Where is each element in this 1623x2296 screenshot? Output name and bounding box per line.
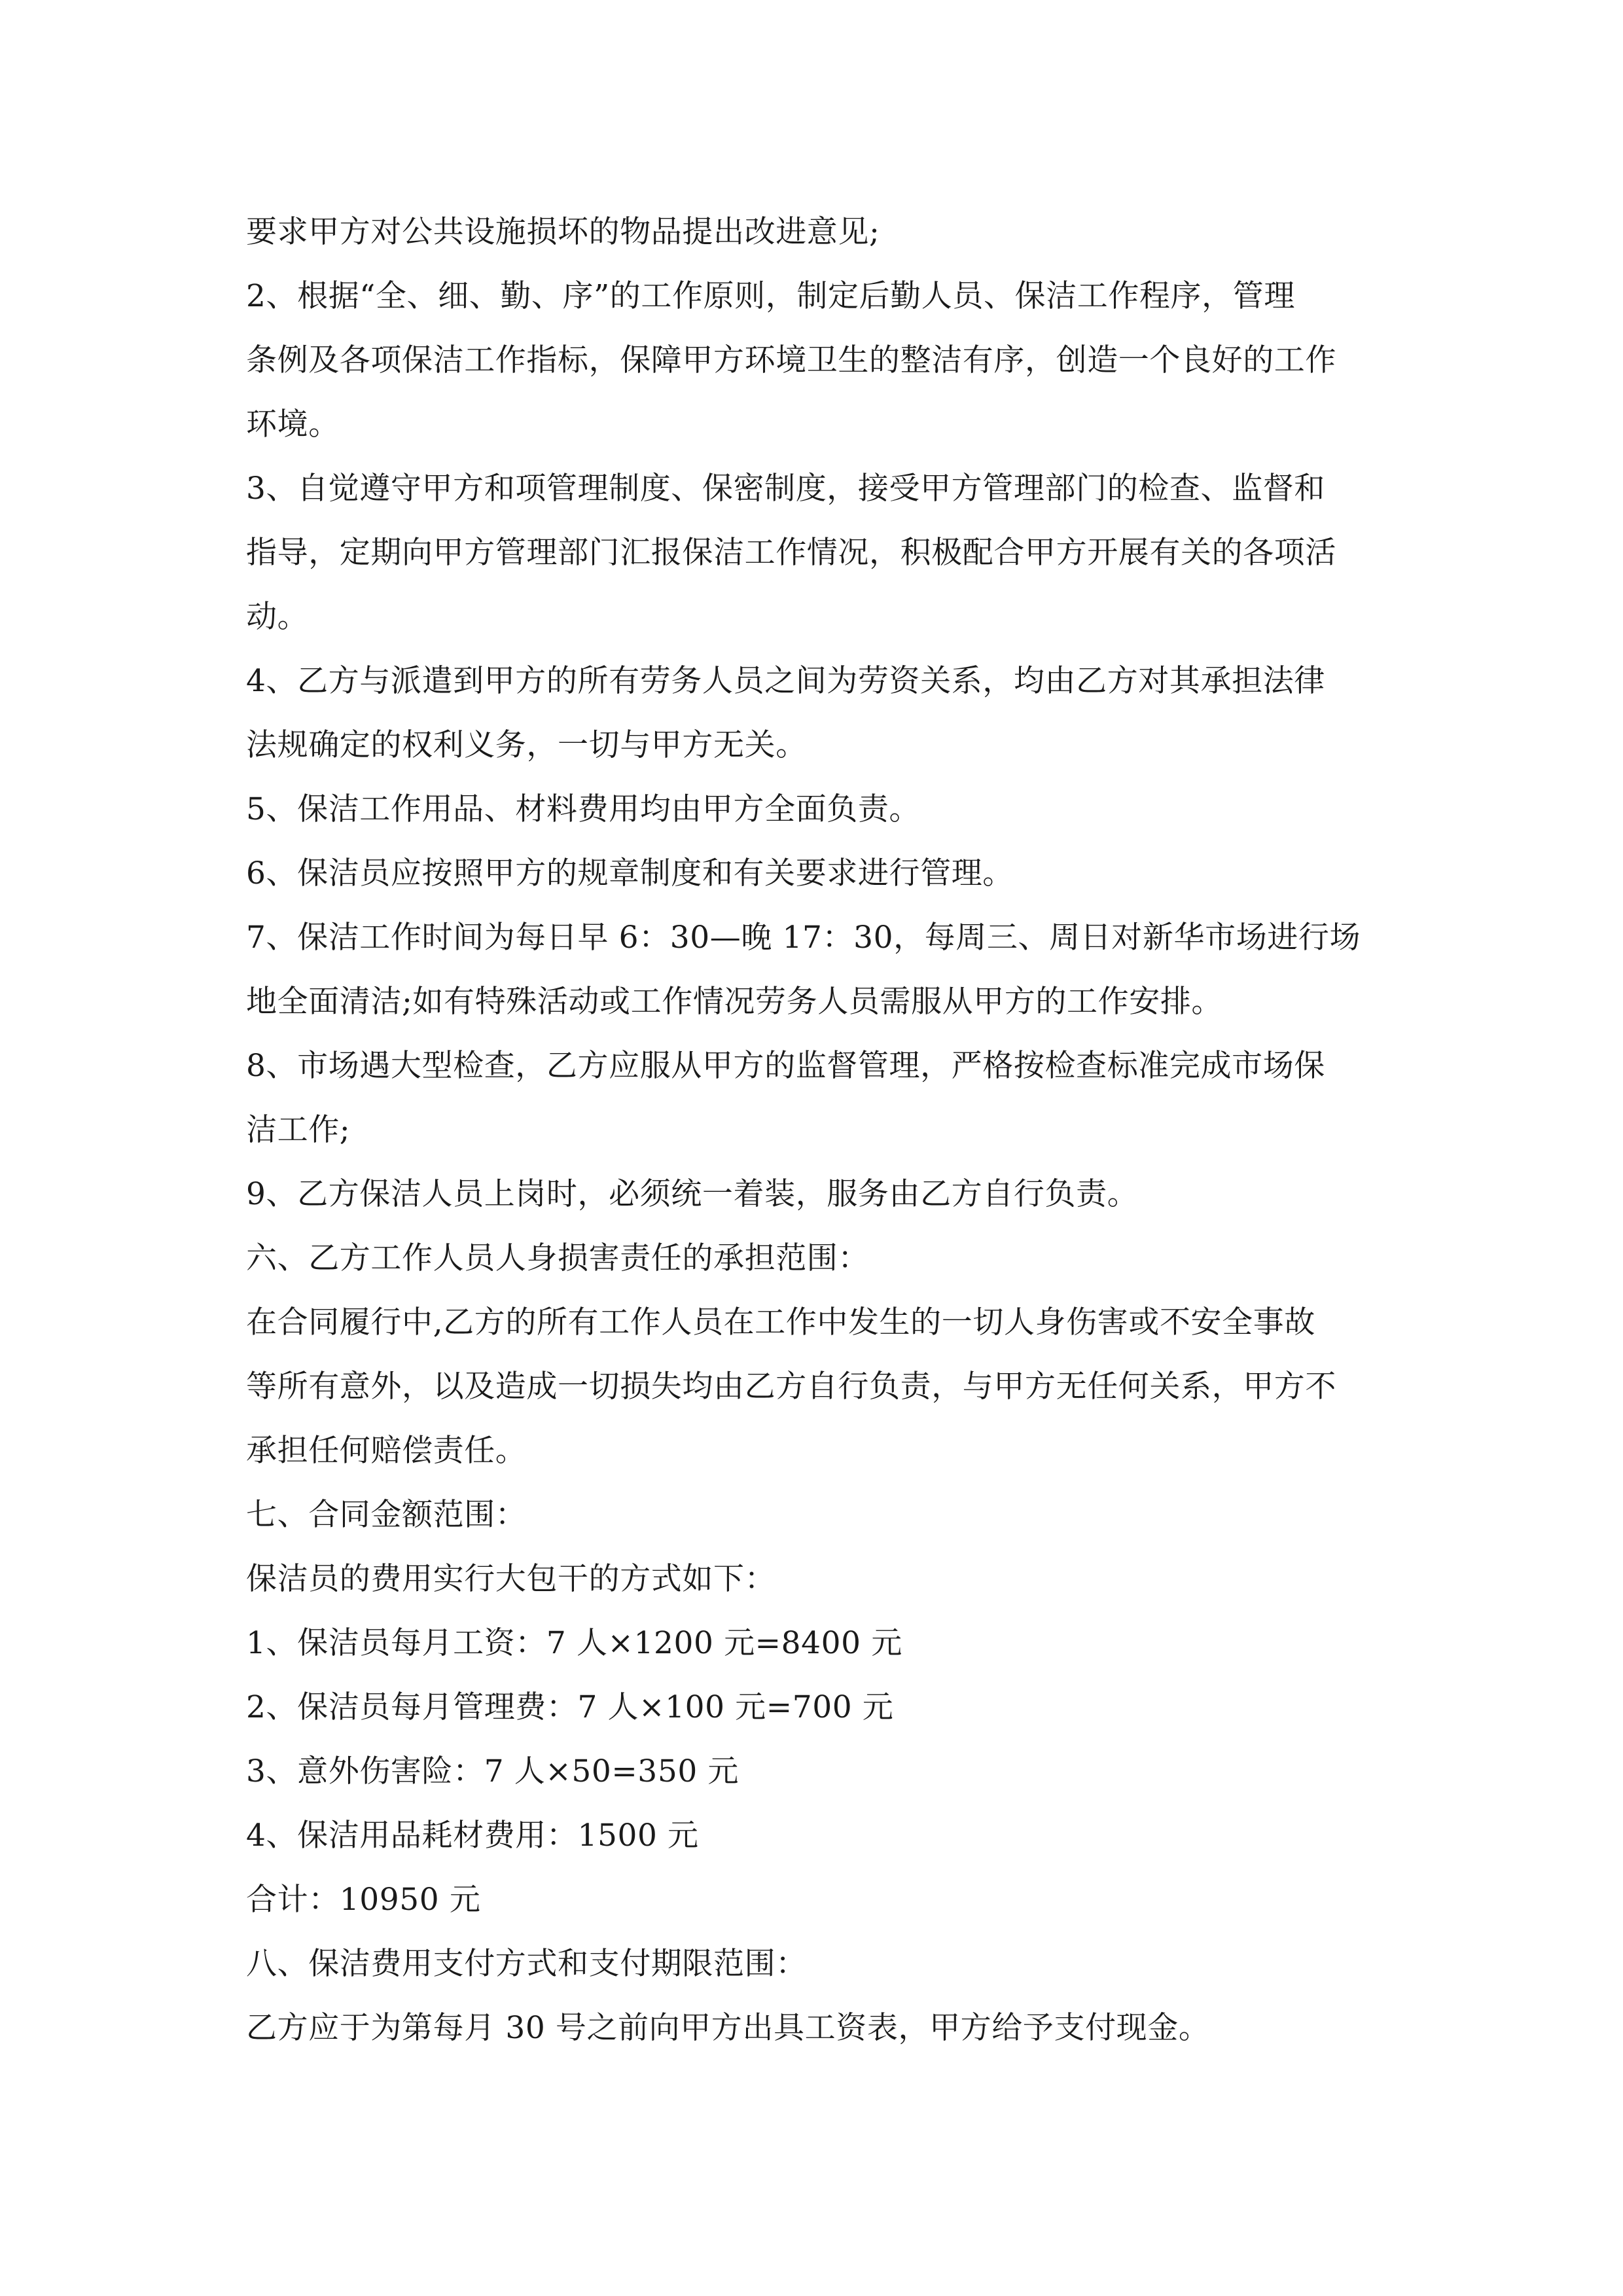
section-heading: 六、乙方工作人员人身损害责任的承担范围： xyxy=(246,1240,869,1276)
text-line: 法规确定的权利义务，一切与甲方无关。 xyxy=(246,727,807,763)
text-line: 要求甲方对公共设施损坏的物品提出改进意见; xyxy=(246,214,880,250)
text-line: 在合同履行中,乙方的所有工作人员在工作中发生的一切人身伤害或不安全事故 xyxy=(246,1304,1315,1340)
text-line: 4、乙方与派遣到甲方的所有劳务人员之间为劳资关系，均由乙方对其承担法律 xyxy=(246,663,1325,699)
cost-item: 1、保洁员每月工资：7 人×1200 元=8400 元 xyxy=(246,1625,902,1661)
section-heading: 八、保洁费用支付方式和支付期限范围： xyxy=(246,1946,807,1982)
document-body xyxy=(246,200,1378,2060)
text-line: 2、根据“全、细、勤、序”的工作原则，制定后勤人员、保洁工作程序，管理 xyxy=(246,278,1295,314)
text-line: 环境。 xyxy=(246,406,340,442)
section-heading: 七、合同金额范围： xyxy=(246,1497,527,1533)
text-line: 动。 xyxy=(246,599,309,635)
text-line: 等所有意外，以及造成一切损失均由乙方自行负责，与甲方无任何关系，甲方不 xyxy=(246,1369,1336,1405)
text-line: 保洁员的费用实行大包干的方式如下： xyxy=(246,1561,776,1597)
cost-item: 3、意外伤害险：7 人×50=350 元 xyxy=(246,1753,739,1789)
text-line: 9、乙方保洁人员上岗时，必须统一着装，服务由乙方自行负责。 xyxy=(246,1176,1139,1212)
text-line: 地全面清洁;如有特殊活动或工作情况劳务人员需服从甲方的工作安排。 xyxy=(246,984,1223,1020)
text-line: 洁工作; xyxy=(246,1112,351,1148)
text-line: 指导，定期向甲方管理部门汇报保洁工作情况，积极配合甲方开展有关的各项活 xyxy=(246,535,1336,571)
text-line: 7、保洁工作时间为每日早 6：30—晚 17：30，每周三、周日对新华市场进行场 xyxy=(246,920,1361,956)
text-line: 5、保洁工作用品、材料费用均由甲方全面负责。 xyxy=(246,791,921,827)
text-line: 承担任何赔偿责任。 xyxy=(246,1433,527,1469)
cost-item: 4、保洁用品耗材费用：1500 元 xyxy=(246,1818,699,1854)
text-line: 乙方应于为第每月 30 号之前向甲方出具工资表，甲方给予支付现金。 xyxy=(246,2010,1210,2046)
text-line: 3、自觉遵守甲方和项管理制度、保密制度，接受甲方管理部门的检查、监督和 xyxy=(246,471,1325,507)
text-line: 8、市场遇大型检查，乙方应服从甲方的监督管理，严格按检查标准完成市场保 xyxy=(246,1048,1325,1084)
text-line: 6、保洁员应按照甲方的规章制度和有关要求进行管理。 xyxy=(246,855,1014,891)
text-line: 条例及各项保洁工作指标，保障甲方环境卫生的整洁有序，创造一个良好的工作 xyxy=(246,342,1336,378)
cost-total: 合计：10950 元 xyxy=(246,1882,481,1918)
cost-item: 2、保洁员每月管理费：7 人×100 元=700 元 xyxy=(246,1689,894,1725)
